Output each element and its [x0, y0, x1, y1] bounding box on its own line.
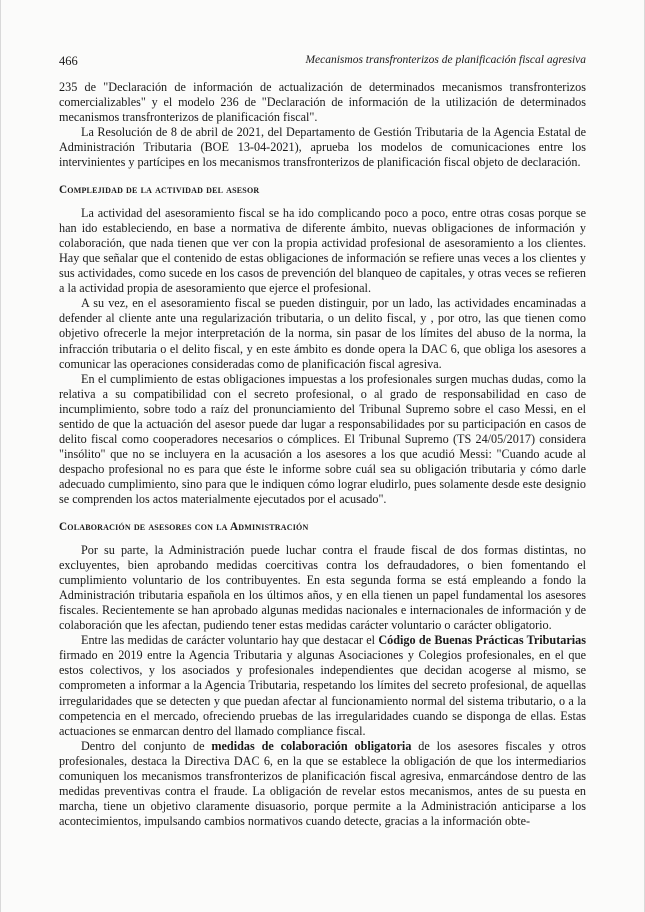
page-header — [59, 54, 586, 70]
section-heading-colaboracion: Colaboración de asesores con la Administración — [59, 520, 309, 533]
page-body — [59, 80, 586, 829]
paragraph-administracion: Por su parte, la Administración puede luchar contra el fraude fiscal de dos formas distintas, no excluyentes, bien aprobando medidas coercitivas contra los defraudadores, o bien fomentando el cumplimiento voluntario de los contribuyentes. En esta segunda forma se está empleando a fondo la Administración tributaria española en los últimos años, y en ella tienen un papel fundamental los asesores fiscales. Recientemente se han aprobado algunas medidas nacionales e internacionales de información y de colaboración que les afectan, pudiendo tener estas medidas carácter voluntario o carácter obligatorio. — [59, 542, 586, 633]
text-run: Dentro del conjunto de — [81, 738, 212, 753]
paragraph-continuation: 235 de "Declaración de información de actualización de determinados mecanismos transfronterizos comercializables" y el modelo 236 de "Declaración de información de la utilización de determinados mecanismos transfronterizos de planificación fiscal". — [59, 80, 586, 125]
running-title: Mecanismos transfronterizos de planificación fiscal agresiva — [305, 54, 586, 66]
paragraph-colaboracion-obligatoria — [59, 739, 586, 830]
paragraph-actividades: A su vez, en el asesoramiento fiscal se pueden distinguir, por un lado, las actividades encaminadas a defender al cliente ante una regularización tributaria, o un delito fiscal, y , por otro, las que tienen como objetivo ofrecerle la mejor interpretación de la norma, sin pasar de los límites del abuso de la norma, la infracción tributaria o el delito fiscal, y en este ámbito es donde opera la DAC 6, que obliga los asesores a comunicar las operaciones consideradas como de planificación fiscal agresiva. — [59, 296, 586, 371]
paragraph-codigo-buenas-practicas — [59, 633, 586, 739]
paragraph-resolution: La Resolución de 8 de abril de 2021, del Departamento de Gestión Tributaria de la Agencia Estatal de Administración Tributaria (BOE 13-04-2021), aprueba los modelos de comunicaciones entre los intervinientes y partícipes en los mecanismos transfronterizos de planificación fiscal objeto de declaración. — [59, 125, 586, 170]
section-heading-complejidad: Complejidad de la actividad del asesor — [59, 183, 260, 196]
text-run: Entre las medidas de carácter voluntario hay que destacar el — [81, 633, 379, 648]
text-run: de los asesores fiscales y otros profesionales, destaca la Directiva DAC 6, en la que se establece la obligación de que los intermediarios comuniquen los mecanismos transfronterizos de planificación fiscal agresiva, enmarcándose dentro de las medidas preventivas contra el fraude. La obligación de revelar estos mecanismos, antes de su puesta en marcha, tiene un objetivo claramente disuasorio, porque permite a la Administración anticiparse a los acontecimientos, impulsando cambios normativos cuando detecte, gracias a la información obte- — [59, 738, 586, 829]
bold-term-medidas: medidas de colaboración obligatoria — [211, 738, 412, 753]
bold-term-codigo: Código de Buenas Prácticas Tributarias — [378, 633, 586, 648]
page-number: 466 — [59, 54, 78, 68]
text-run: firmado en 2019 entre la Agencia Tributaria y algunas Asociaciones y Colegios profesionales, en el que estos colectivos, y los asociados y profesionales independientes que decidan acogerse al mismo, se comprometen a informar a la Agencia Tributaria, respetando los límites del secreto profesional, de aquellas irregularidades que se detecten y que puedan afectar al funcionamiento normal del sistema tributario, o a la competencia en el mercado, ofreciendo pruebas de las irregularidades cuando se disponga de ellas. Estas actuaciones se enmarcan dentro del llamado compliance fiscal. — [59, 648, 586, 738]
paragraph-asesoramiento: La actividad del asesoramiento fiscal se ha ido complicando poco a poco, entre otras cosas porque se han ido estableciendo, en base a normativa de diferente ámbito, nuevas obligaciones de información y colaboración, que nada tienen que ver con la propia actividad profesional de asesoramiento a los clientes. Hay que señalar que el contenido de estas obligaciones de información se refiere unas veces a los clientes y sus actividades, como sucede en los casos de prevención del blanqueo de capitales, y otras veces se refieren a la actividad propia de asesoramiento que ejerce el profesional. — [59, 205, 586, 296]
paragraph-obligaciones: En el cumplimiento de estas obligaciones impuestas a los profesionales surgen muchas dudas, como la relativa a su compatibilidad con el secreto profesional, o al grado de responsabilidad en caso de incumplimiento, sobre todo a raíz del pronunciamiento del Tribunal Supremo sobre el caso Messi, en el sentido de que la actuación del asesor puede dar lugar a responsabilidades por su participación en casos de delito fiscal como cooperadores necesarios o cómplices. El Tribunal Supremo (TS 24/05/2017) considera "insólito" que no se incluyera en la acusación a los asesores a los que acudió Messi: "Cuando acude al despacho profesional no es para que éste le informe sobre cuál sea su obligación tributaria y cómo darle adecuado cumplimiento, sino para que le indiquen cómo lograr eludirlo, pues solamente desde este designio se comprenden los actos materialmente ejecutados por el acusado". — [59, 371, 586, 507]
